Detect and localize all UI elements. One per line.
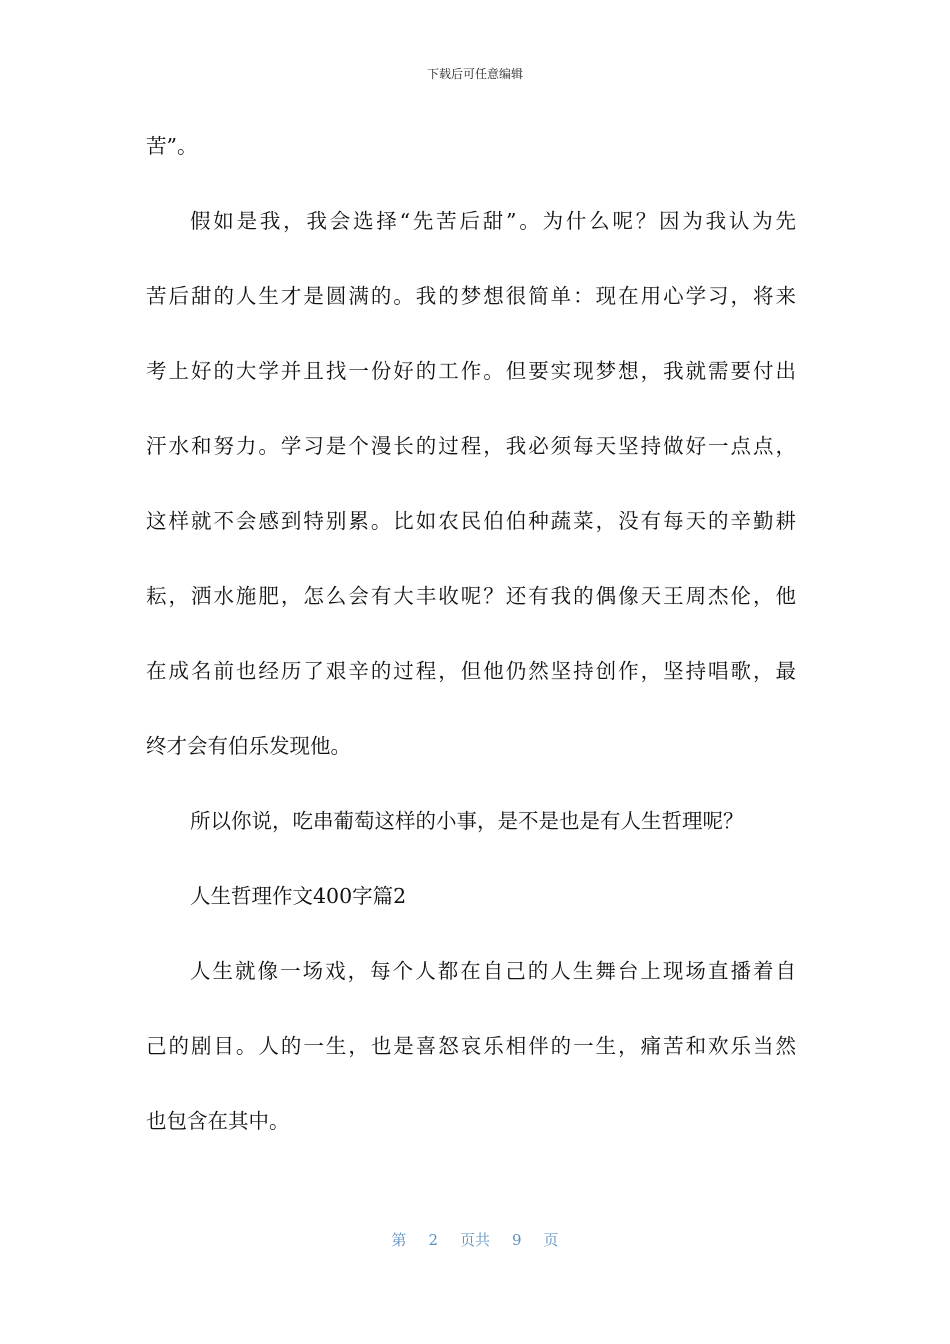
text-line: 苦”。	[146, 134, 198, 158]
text-line: 这样就不会感到特别累。比如农民伯伯种蔬菜，没有每天的辛勤耕	[146, 509, 796, 533]
text-line: 耘，洒水施肥，怎么会有大丰收呢？还有我的偶像天王周杰伦，他	[146, 584, 796, 608]
footer-word-ye: 页	[543, 1231, 559, 1249]
blank-line	[146, 841, 796, 879]
section-heading: 人生哲理作文400字篇2	[190, 884, 407, 908]
text-line: 己的剧目。人的一生，也是喜怒哀乐相伴的一生，痛苦和欢乐当然	[146, 1034, 796, 1058]
header-note: 下载后可任意编辑	[426, 67, 523, 81]
blank-line	[146, 691, 796, 729]
blank-line	[146, 616, 796, 654]
body-text	[146, 128, 796, 1141]
footer-page-number: 2	[428, 1231, 438, 1249]
text-line: 考上好的大学并且找一份好的工作。但要实现梦想，我就需要付出	[146, 359, 796, 383]
blank-line	[146, 241, 796, 279]
blank-line	[146, 391, 796, 429]
page-footer	[0, 1230, 950, 1250]
text-line: 终才会有伯乐发现他。	[146, 734, 351, 758]
blank-line	[146, 991, 796, 1029]
footer-total-pages: 9	[512, 1231, 522, 1249]
blank-line	[146, 1066, 796, 1104]
blank-line	[146, 541, 796, 579]
text-line: 人生就像一场戏，每个人都在自己的人生舞台上现场直播着自	[190, 959, 796, 983]
footer-word-di: 第	[391, 1231, 407, 1249]
blank-line	[146, 316, 796, 354]
blank-line	[146, 916, 796, 954]
text-line: 也包含在其中。	[146, 1109, 290, 1133]
footer-word-yegong: 页共	[459, 1231, 490, 1249]
text-line: 汗水和努力。学习是个漫长的过程，我必须每天坚持做好一点点，	[146, 434, 796, 458]
blank-line	[146, 466, 796, 504]
text-line: 假如是我，我会选择“先苦后甜”。为什么呢？因为我认为先	[190, 209, 796, 233]
text-line: 所以你说，吃串葡萄这样的小事，是不是也是有人生哲理呢？	[190, 809, 744, 833]
blank-line	[146, 166, 796, 204]
text-line: 在成名前也经历了艰辛的过程，但他仍然坚持创作，坚持唱歌，最	[146, 659, 796, 683]
text-line: 苦后甜的人生才是圆满的。我的梦想很简单：现在用心学习，将来	[146, 284, 796, 308]
blank-line	[146, 766, 796, 804]
